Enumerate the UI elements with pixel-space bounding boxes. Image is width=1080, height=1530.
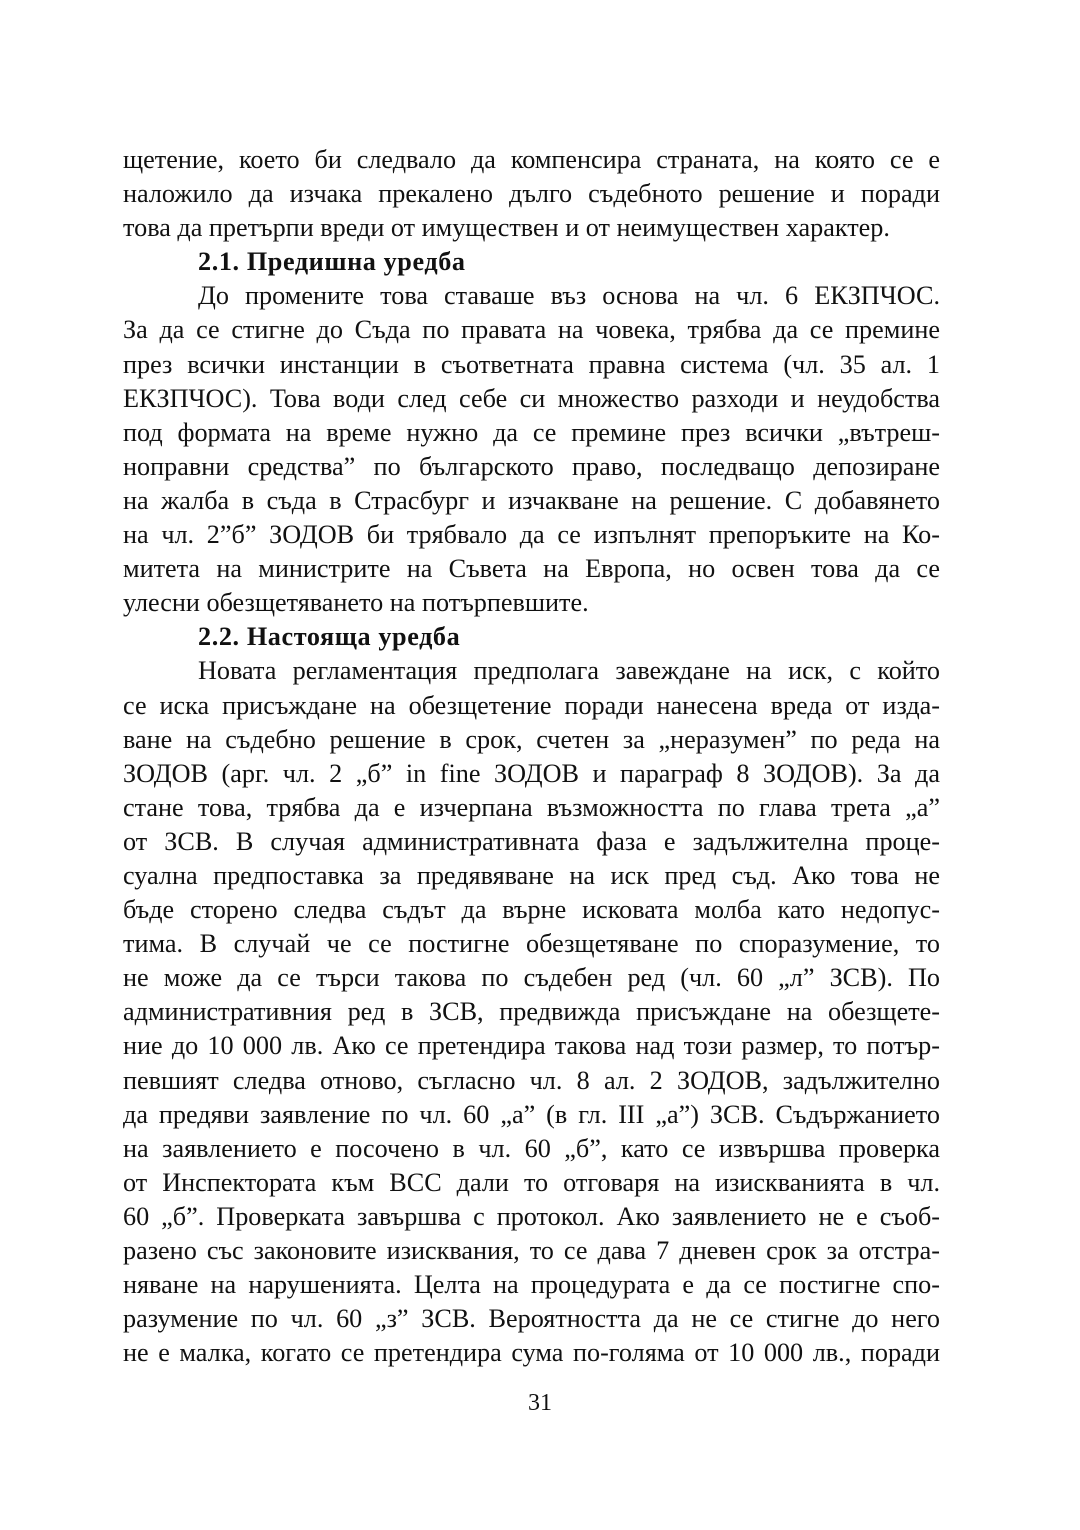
text-line: административния ред в ЗСВ, предвижда присъждане на обезщете-: [123, 997, 940, 1027]
text-line: ЗОДОВ (арг. чл. 2 „б” in fine ЗОДОВ и параграф 8 ЗОДОВ). За да: [123, 758, 940, 788]
text-line: улесни обезщетяването на потърпевшите.: [123, 588, 589, 618]
text-line: няване на нарушенията. Целта на процедурата е да се постигне спо-: [123, 1270, 940, 1300]
page-number: 31: [528, 1390, 552, 1416]
text-line: До промените това ставаше въз основа на чл. 6 ЕКЗПЧОС.: [198, 281, 940, 311]
text-line: 60 „б”. Проверката завършва с протокол. Ако заявлението не е съоб-: [123, 1201, 940, 1231]
text-line: да предяви заявление по чл. 60 „а” (в гл. III „а”) ЗСВ. Съдържанието: [123, 1099, 940, 1129]
text-line: на жалба в съда в Страсбург и изчакване на решение. С добавянето: [123, 485, 940, 515]
text-line: на заявлението е посочено в чл. 60 „б”, като се извършва проверка: [123, 1133, 940, 1163]
text-line: ноправни средства” по българското право, последващо депозиране: [123, 451, 940, 481]
body-text: [123, 143, 940, 1370]
text-line: през всички инстанции в съответната правна система (чл. 35 ал. 1: [123, 349, 940, 379]
text-line: от ЗСВ. В случая административната фаза е задължителна проце-: [123, 826, 940, 856]
text-line: Новата регламентация предполага завеждане на иск, с който: [198, 656, 940, 686]
section-heading: 2.2. Настояща уредба: [198, 622, 461, 652]
text-line: тима. В случай че се постигне обезщетяване по споразумение, то: [123, 929, 940, 959]
text-line: митета на министрите на Съвета на Европа, но освен това да се: [123, 554, 940, 584]
text-line: разумение по чл. 60 „з” ЗСВ. Вероятността да не се стигне до него: [123, 1304, 940, 1334]
text-line: не може да се търси такова по съдебен ред (чл. 60 „л” ЗСВ). По: [123, 963, 940, 993]
text-line: не е малка, когато се претендира сума по-голяма от 10 000 лв., поради: [123, 1338, 940, 1368]
text-line: се иска присъждане на обезщетение поради нанесена вреда от изда-: [123, 690, 940, 720]
text-line: на чл. 2”б” ЗОДОВ би трябвало да се изпълнят препоръките на Ко-: [123, 520, 940, 550]
text-line: стане това, трябва да е изчерпана възможността по глава трета „а”: [123, 792, 940, 822]
text-line: под формата на време нужно да се премине през всички „вътреш-: [123, 417, 940, 447]
text-line: наложило да изчака прекалено дълго съдебното решение и поради: [123, 179, 940, 209]
text-line: ЕКЗПЧОС). Това води след себе си множество разходи и неудобства: [123, 383, 940, 413]
section-heading: 2.1. Предишна уредба: [198, 247, 466, 277]
text-line: суална предпоставка за предявяване на иск пред съд. Ако това не: [123, 860, 940, 890]
text-line: ване на съдебно решение в срок, счетен за „неразумен” по реда на: [123, 724, 940, 754]
text-line: певшият следва отново, съгласно чл. 8 ал. 2 ЗОДОВ, задължително: [123, 1065, 940, 1095]
text-line: от Инспектората към ВСС дали то отговаря на изискванията в чл.: [123, 1167, 940, 1197]
text-line: бъде сторено следва съдът да върне исковата молба като недопус-: [123, 895, 940, 925]
text-line: За да се стигне до Съда по правата на човека, трябва да се премине: [123, 315, 940, 345]
text-line: това да претърпи вреди от имуществен и от неимуществен характер.: [123, 213, 890, 243]
text-line: разено със законовите изисквания, то се дава 7 дневен срок за отстра-: [123, 1236, 940, 1265]
text-line: щетение, което би следвало да компенсира страната, на която се е: [123, 145, 940, 174]
text-line: ние до 10 000 лв. Ако се претендира такова над този размер, то потър-: [123, 1031, 940, 1061]
